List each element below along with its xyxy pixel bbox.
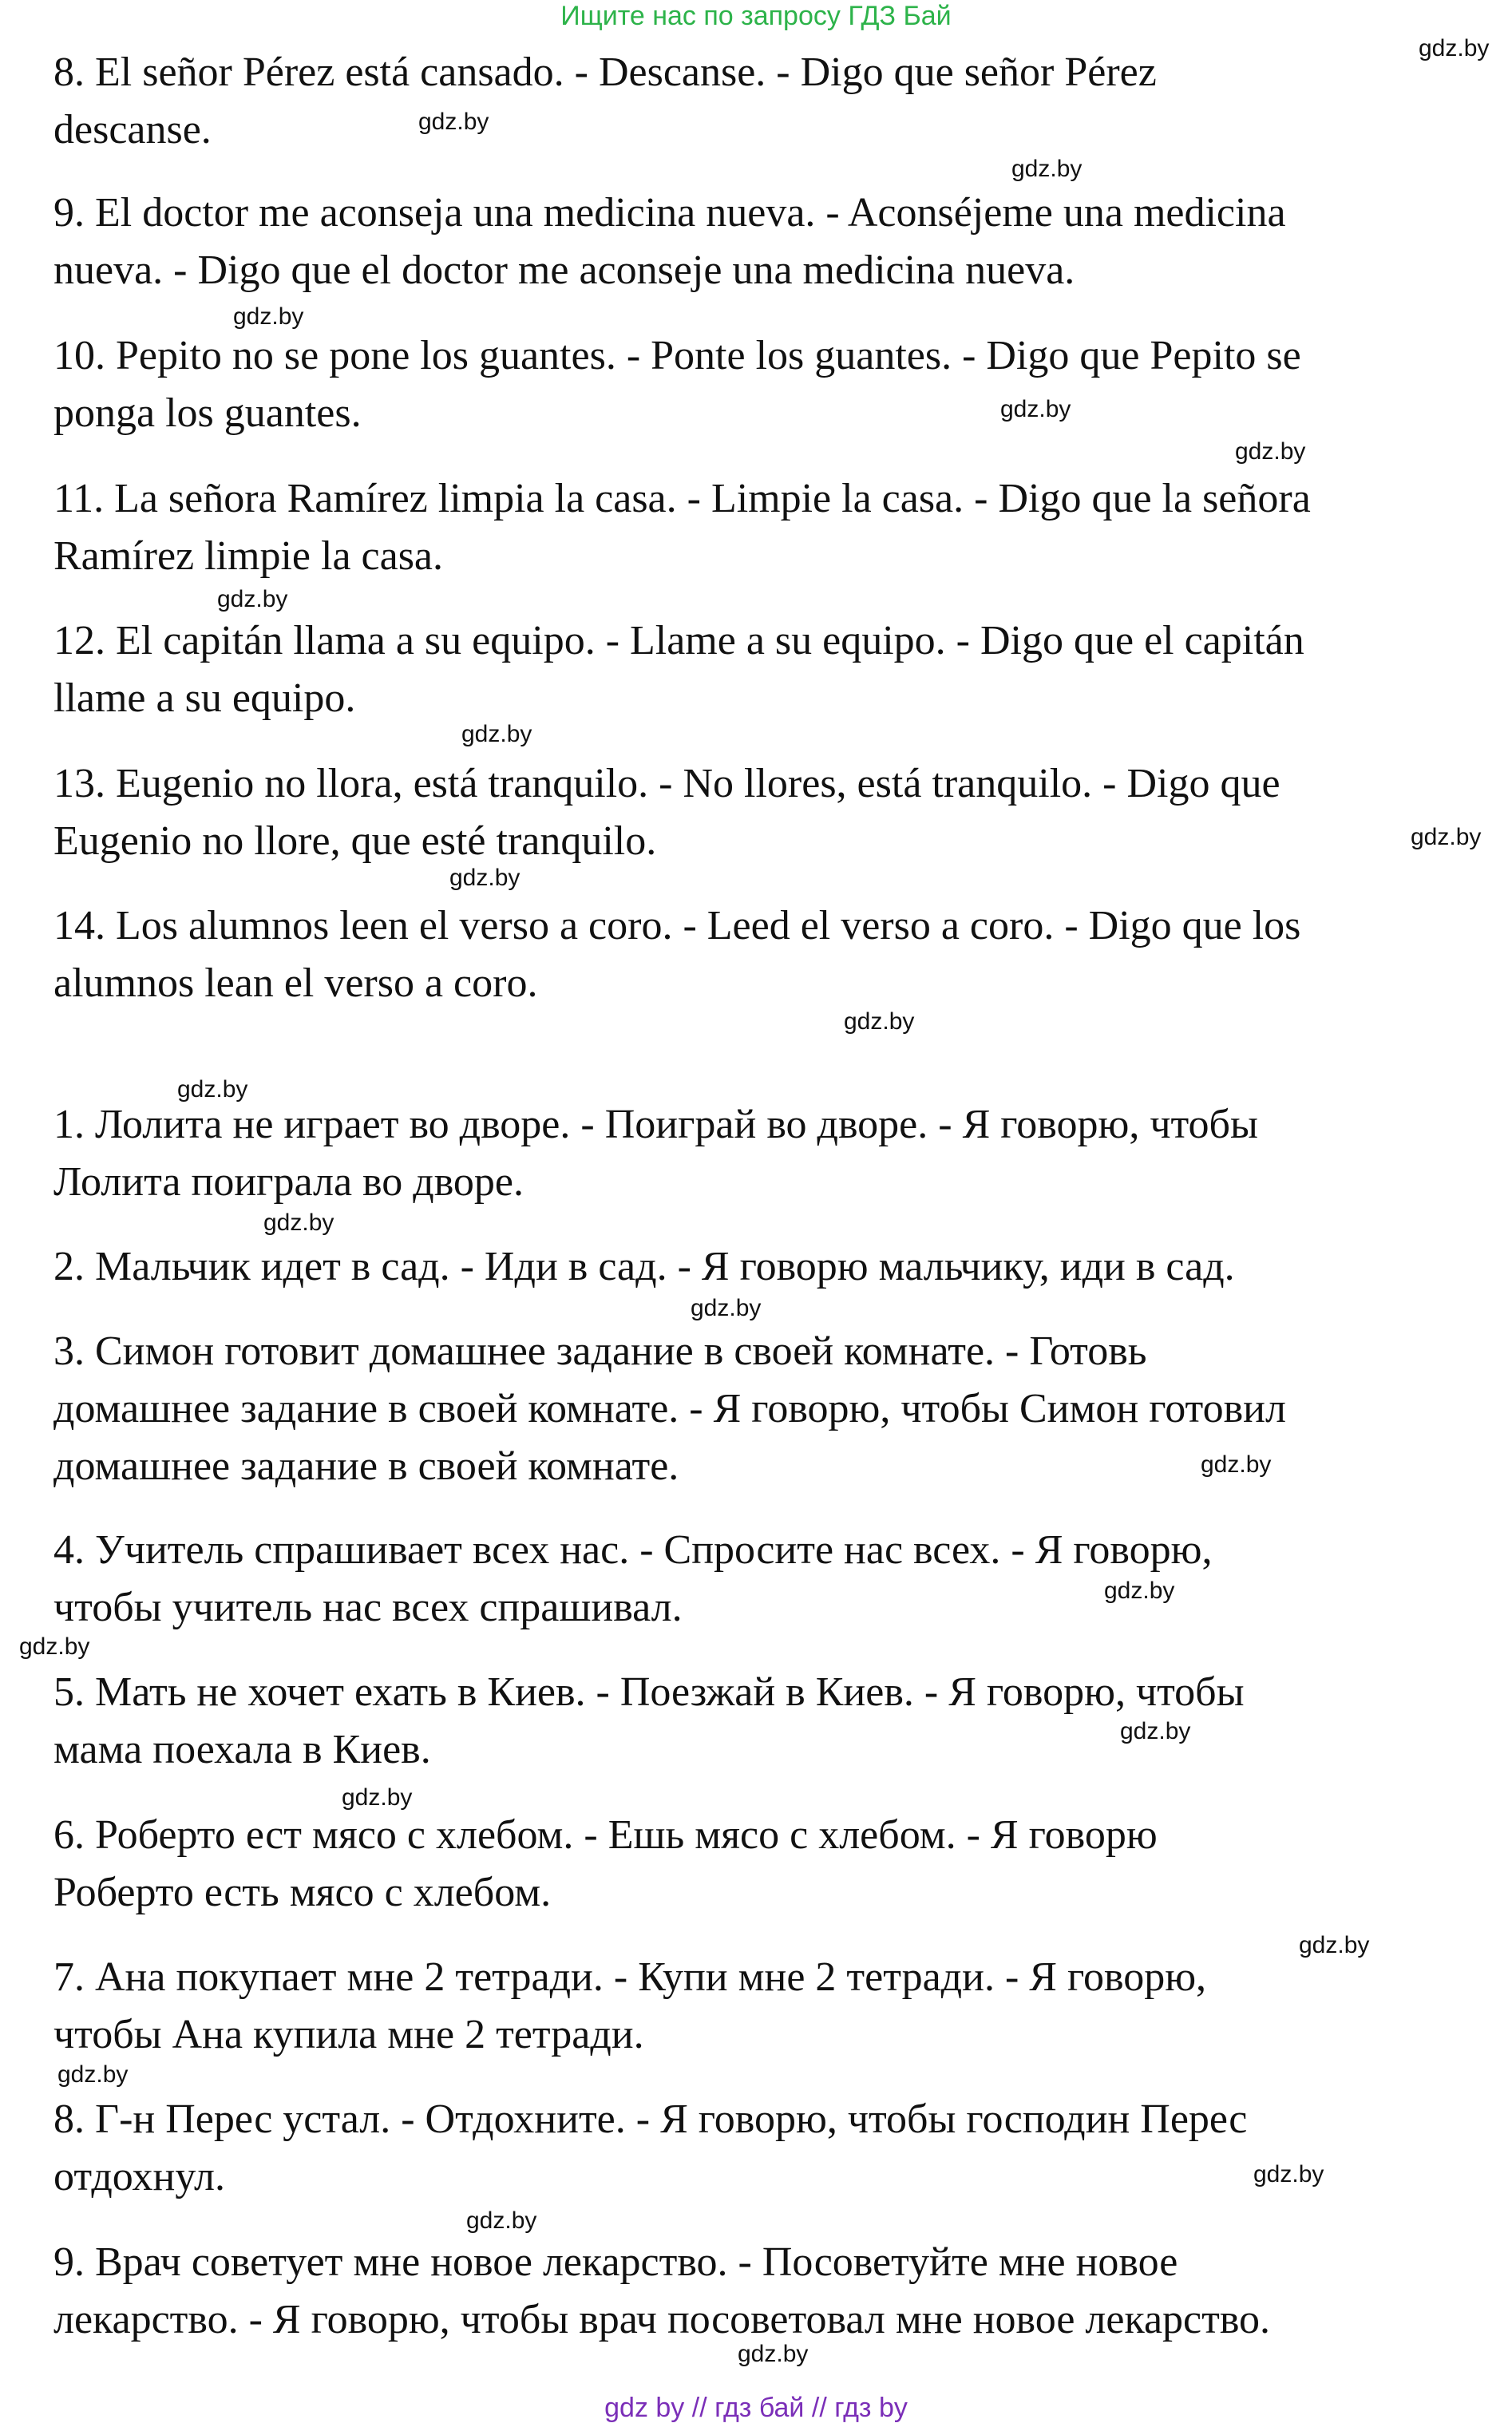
line: Роберто есть мясо с хлебом. [53, 1870, 552, 1915]
line: 10. Pepito no se pone los guantes. - Ponte los guantes. - Digo que Pepito se [53, 333, 1301, 378]
russian-item-1 [53, 1096, 1474, 1211]
watermark: gdz.by [418, 109, 489, 135]
watermark: gdz.by [177, 1076, 248, 1103]
line: 1. Лолита не играет во дворе. - Поиграй во дворе. - Я говорю, чтобы [53, 1102, 1258, 1147]
line: 9. El doctor me aconseja una medicina nueva. - Aconséjeme una medicina [53, 190, 1286, 236]
russian-item-7 [53, 1949, 1474, 2064]
watermark: gdz.by [1104, 1578, 1175, 1604]
spanish-item-14 [53, 897, 1474, 1012]
spanish-item-10 [53, 327, 1474, 442]
watermark: gdz.by [691, 1295, 762, 1321]
line: 12. El capitán llama a su equipo. - Llame a su equipo. - Digo que el capitán [53, 618, 1304, 663]
russian-item-2 [53, 1238, 1474, 1296]
watermark: gdz.by [738, 2341, 809, 2367]
russian-item-4 [53, 1522, 1474, 1637]
watermark: gdz.by [233, 303, 304, 330]
watermark: gdz.by [342, 1784, 413, 1811]
watermark: gdz.by [1120, 1718, 1191, 1744]
line: домашнее задание в своей комнате. - Я говорю, чтобы Симон готовил [53, 1386, 1286, 1431]
watermark: gdz.by [57, 2061, 129, 2088]
russian-item-5 [53, 1664, 1474, 1779]
footer-links[interactable]: gdz by // гдз бай // гдз by [604, 2393, 908, 2423]
search-banner[interactable]: Ищите нас по запросу ГДЗ Бай [560, 1, 952, 31]
line: 4. Учитель спрашивает всех нас. - Спросите нас всех. - Я говорю, [53, 1527, 1213, 1573]
watermark: gdz.by [263, 1210, 334, 1236]
spanish-item-8 [53, 44, 1474, 159]
line: 3. Симон готовит домашнее задание в своей комнате. - Готовь [53, 1328, 1147, 1374]
line: llame a su equipo. [53, 675, 356, 721]
russian-item-9 [53, 2234, 1474, 2349]
line: отдохнул. [53, 2154, 226, 2199]
spanish-item-9 [53, 184, 1474, 299]
watermark: gdz.by [1253, 2161, 1324, 2187]
line: 14. Los alumnos leen el verso a coro. - Leed el verso a coro. - Digo que los [53, 903, 1301, 948]
watermark: gdz.by [1011, 156, 1083, 182]
line: чтобы Ана купила мне 2 тетради. [53, 2012, 644, 2057]
spanish-item-11 [53, 470, 1474, 585]
line: 6. Роберто ест мясо с хлебом. - Ешь мясо с хлебом. - Я говорю [53, 1812, 1158, 1858]
line: descanse. [53, 107, 212, 152]
russian-item-6 [53, 1807, 1474, 1922]
watermark: gdz.by [1000, 396, 1071, 422]
line: Eugenio no llore, que esté tranquilo. [53, 818, 657, 864]
watermark: gdz.by [449, 865, 520, 891]
line: 13. Eugenio no llora, está tranquilo. - No llores, está tranquilo. - Digo que [53, 761, 1280, 806]
spanish-item-12 [53, 612, 1474, 727]
watermark: gdz.by [461, 721, 532, 747]
watermark: gdz.by [1235, 438, 1306, 465]
line: 9. Врач советует мне новое лекарство. - Посоветуйте мне новое [53, 2239, 1178, 2285]
line: 8. El señor Pérez está cansado. - Descanse. - Digo que señor Pérez [53, 49, 1157, 95]
line: Лолита поиграла во дворе. [53, 1159, 524, 1205]
line: Ramírez limpie la casa. [53, 533, 444, 579]
watermark: gdz.by [844, 1008, 915, 1035]
line: чтобы учитель нас всех спрашивал. [53, 1585, 683, 1630]
line: ponga los guantes. [53, 390, 362, 436]
watermark: gdz.by [1201, 1451, 1272, 1478]
line: домашнее задание в своей комнате. [53, 1443, 679, 1489]
line: мама поехала в Киев. [53, 1727, 431, 1772]
watermark: gdz.by [1411, 824, 1482, 850]
line: alumnos lean el verso a coro. [53, 960, 538, 1006]
line: 2. Мальчик идет в сад. - Иди в сад. - Я говорю мальчику, иди в сад. [53, 1244, 1235, 1289]
watermark: gdz.by [217, 586, 288, 612]
watermark: gdz.by [1299, 1932, 1370, 1958]
line: 11. La señora Ramírez limpia la casa. - Limpie la casa. - Digo que la señora [53, 476, 1311, 521]
line: 8. Г-н Перес устал. - Отдохните. - Я говорю, чтобы господин Перес [53, 2096, 1248, 2142]
watermark: gdz.by [466, 2207, 537, 2234]
line: 5. Мать не хочет ехать в Киев. - Поезжай в Киев. - Я говорю, чтобы [53, 1669, 1245, 1715]
russian-item-8 [53, 2091, 1474, 2206]
spanish-item-13 [53, 755, 1474, 870]
line: лекарство. - Я говорю, чтобы врач посоветовал мне новое лекарство. [53, 2297, 1271, 2342]
line: 7. Ана покупает мне 2 тетради. - Купи мне 2 тетради. - Я говорю, [53, 1954, 1207, 2000]
watermark: gdz.by [19, 1633, 90, 1660]
line: nueva. - Digo que el doctor me aconseje una medicina nueva. [53, 247, 1075, 293]
watermark: gdz.by [1419, 35, 1490, 61]
